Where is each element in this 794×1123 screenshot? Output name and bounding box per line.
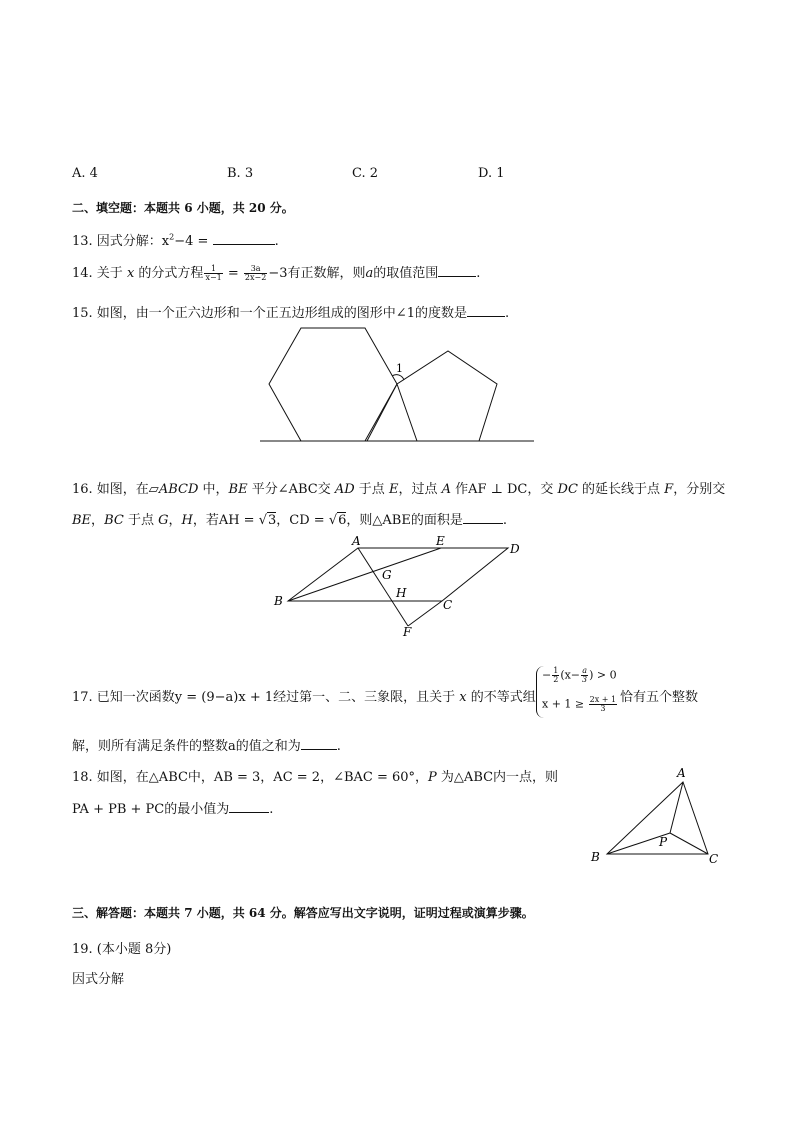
q13-sup: 2 <box>169 232 175 242</box>
q16-l1c: 中， <box>198 482 229 497</box>
q14-f1-num: 1 <box>211 264 217 273</box>
q18-l1a: 18. 如图，在△ABC中，AB = 3，AC = 2，∠BAC = 60°， <box>72 770 429 785</box>
q16-l2d: 于点 <box>123 513 159 528</box>
question-18-line-2 <box>72 798 273 817</box>
label-b: B <box>591 850 600 864</box>
figure-parallelogram <box>268 532 528 640</box>
q16-l1d: BE <box>228 482 248 497</box>
figure-triangle-abc <box>585 765 725 865</box>
question-16-line-1 <box>72 478 725 497</box>
section3-count: 7 <box>184 906 193 920</box>
q17-s2-den: 3 <box>589 704 617 713</box>
section3-mid: 小题，共 <box>192 906 249 920</box>
section3-post: 分。解答应写出文字说明，证明过程或演算步骤。 <box>265 906 534 920</box>
q17-s1-post: ) > 0 <box>589 668 617 682</box>
q13-answer-blank <box>213 232 275 245</box>
q17-l1c: 恰有五个整数 <box>620 690 699 705</box>
q13-rest: −4 = <box>174 234 209 249</box>
q16-sqrt6-sign: √ <box>328 513 338 528</box>
q17-s2-num: 2x + 1 <box>589 695 617 704</box>
q14-mid: 的分式方程 <box>134 266 204 281</box>
q17-s1-frac2 <box>581 667 588 684</box>
question-18-line-1 <box>72 766 558 785</box>
q16-l2e: G <box>158 513 169 528</box>
q17-s2-frac <box>589 696 617 713</box>
label-c: C <box>709 852 719 865</box>
question-14 <box>72 262 480 282</box>
q16-l1b: ABCD <box>158 482 199 497</box>
section2-mid: 小题，共 <box>192 201 249 215</box>
q16-l1a: 16. 如图，在▱ <box>72 482 159 497</box>
q14-var-a: a <box>365 266 374 281</box>
q14-period: . <box>476 266 481 281</box>
q18-answer-blank <box>229 800 269 813</box>
q17-inequality-2 <box>542 696 618 713</box>
label-b: B <box>274 594 283 608</box>
q16-l1f: AD <box>334 482 355 497</box>
section2-pre: 二、填空题：本题共 <box>72 201 185 215</box>
section2-count: 6 <box>184 201 193 215</box>
pentagon <box>397 351 497 441</box>
choice-a: A. 4 <box>72 166 98 181</box>
segment-pa <box>670 782 683 833</box>
q17-answer-blank <box>301 737 337 750</box>
section2-post: 分。 <box>265 201 294 215</box>
q17-period: . <box>336 739 341 754</box>
q16-l2a: BE <box>72 513 92 528</box>
q16-l2g: H <box>181 513 193 528</box>
q16-l2h: ，若AH = <box>192 513 259 528</box>
q17-s1-mid: (x− <box>560 668 581 682</box>
q15-text: 15. 如图，由一个正六边形和一个正五边形组成的图形中∠1的度数是 <box>72 306 467 321</box>
section2-points: 20 <box>248 201 266 215</box>
hexagon-inner-edge <box>367 384 397 441</box>
section2-header <box>72 199 294 216</box>
question-17-line-2 <box>72 735 341 754</box>
q15-period: . <box>504 306 510 321</box>
q15-answer-blank <box>467 304 505 317</box>
q16-l1o: ，分别交 <box>673 482 726 497</box>
q18-period: . <box>269 802 274 817</box>
question-15 <box>72 302 509 321</box>
section3-points: 64 <box>248 906 266 920</box>
q16-l1l: DC <box>557 482 578 497</box>
choice-c: C. 2 <box>352 166 379 181</box>
q16-l1h: E <box>388 482 399 497</box>
q18-l1b: 为△ABC内一点，则 <box>436 770 559 785</box>
q17-s1-den2: 3 <box>582 675 588 684</box>
hexagon <box>269 328 397 441</box>
choice-d: D. 1 <box>478 166 505 181</box>
q17-inequality-1 <box>542 667 617 684</box>
q14-eq: = <box>223 266 243 281</box>
q14-pre: 14. 关于 <box>72 266 127 281</box>
q14-fraction-1 <box>204 265 222 282</box>
q16-l1i: ，过点 <box>398 482 442 497</box>
label-a: A <box>677 766 686 780</box>
q16-l1n: F <box>664 482 674 497</box>
q17-s1-den: 2 <box>553 675 559 684</box>
question-13 <box>72 230 279 249</box>
label-p: P <box>659 835 668 849</box>
triangle-abc <box>607 782 708 854</box>
q14-answer-blank <box>438 264 476 277</box>
q17-var-x: x <box>459 690 467 705</box>
q17-l1b: 的不等式组 <box>466 690 536 705</box>
q16-l2f: ， <box>168 513 182 528</box>
section3-pre: 三、解答题：本题共 <box>72 906 185 920</box>
figure-hexagon-pentagon <box>250 320 540 450</box>
q17-s1-num2: a <box>582 666 587 675</box>
q14-var-x: x <box>126 266 135 281</box>
segment-cf <box>408 601 442 626</box>
q16-l2b: ， <box>91 513 105 528</box>
label-f: F <box>403 625 412 639</box>
q17-l2: 解，则所有满足条件的整数a的值之和为 <box>72 739 301 754</box>
q16-sqrt6: 6 <box>338 513 347 528</box>
label-e: E <box>436 534 445 548</box>
label-d: D <box>510 542 520 556</box>
q16-l2j: ，则△ABE的面积是 <box>346 513 463 528</box>
q16-l1m: 的延长线于点 <box>577 482 665 497</box>
question-19-title: 19. (本小题 8分) <box>72 942 172 957</box>
q14-fraction-2 <box>244 265 267 282</box>
q17-s1-frac <box>552 667 559 684</box>
label-a: A <box>352 534 361 548</box>
q14-tail: 的取值范围 <box>373 266 439 281</box>
question-19-subtitle: 因式分解 <box>72 972 125 987</box>
question-16-line-2 <box>72 509 507 528</box>
q17-s1-num: 1 <box>553 666 559 675</box>
section3-header <box>72 904 534 921</box>
q16-sqrt3-sign: √ <box>258 513 268 528</box>
q13-text: 13. 因式分解：x <box>72 234 170 249</box>
q16-period: . <box>502 513 507 528</box>
q17-s2-pre: x + 1 ≥ <box>542 697 588 711</box>
q18-l2: PA + PB + PC的最小值为 <box>72 802 230 817</box>
q18-var-p: P <box>428 770 437 785</box>
q14-f1-den: x−1 <box>205 273 222 282</box>
q16-l1g: 于点 <box>354 482 389 497</box>
q14-post: −3有正数解，则 <box>268 266 366 281</box>
label-h: H <box>396 586 407 600</box>
q16-l2c: BC <box>104 513 124 528</box>
label-g: G <box>382 568 392 582</box>
q16-l2i: ，CD = <box>276 513 329 528</box>
q16-l1k: 作AF ⊥ DC，交 <box>450 482 558 497</box>
question-17-line-1 <box>72 686 536 705</box>
q17-l1a: 17. 已知一次函数y = (9−a)x + 1经过第一、二、三象限，且关于 <box>72 690 460 705</box>
q17-s1-pre: − <box>542 668 552 682</box>
choice-b: B. 3 <box>227 166 254 181</box>
label-c: C <box>443 598 453 612</box>
q16-answer-blank <box>463 511 503 524</box>
q16-sqrt3: 3 <box>268 513 277 528</box>
q14-f2-num: 3a <box>250 264 261 273</box>
q14-f2-den: 2x−2 <box>244 273 267 282</box>
q16-l1j: A <box>441 482 451 497</box>
q13-period: . <box>274 234 279 249</box>
angle-1-label: 1 <box>396 362 403 375</box>
q16-l1e: 平分∠ABC交 <box>247 482 335 497</box>
segment-be <box>288 548 441 601</box>
